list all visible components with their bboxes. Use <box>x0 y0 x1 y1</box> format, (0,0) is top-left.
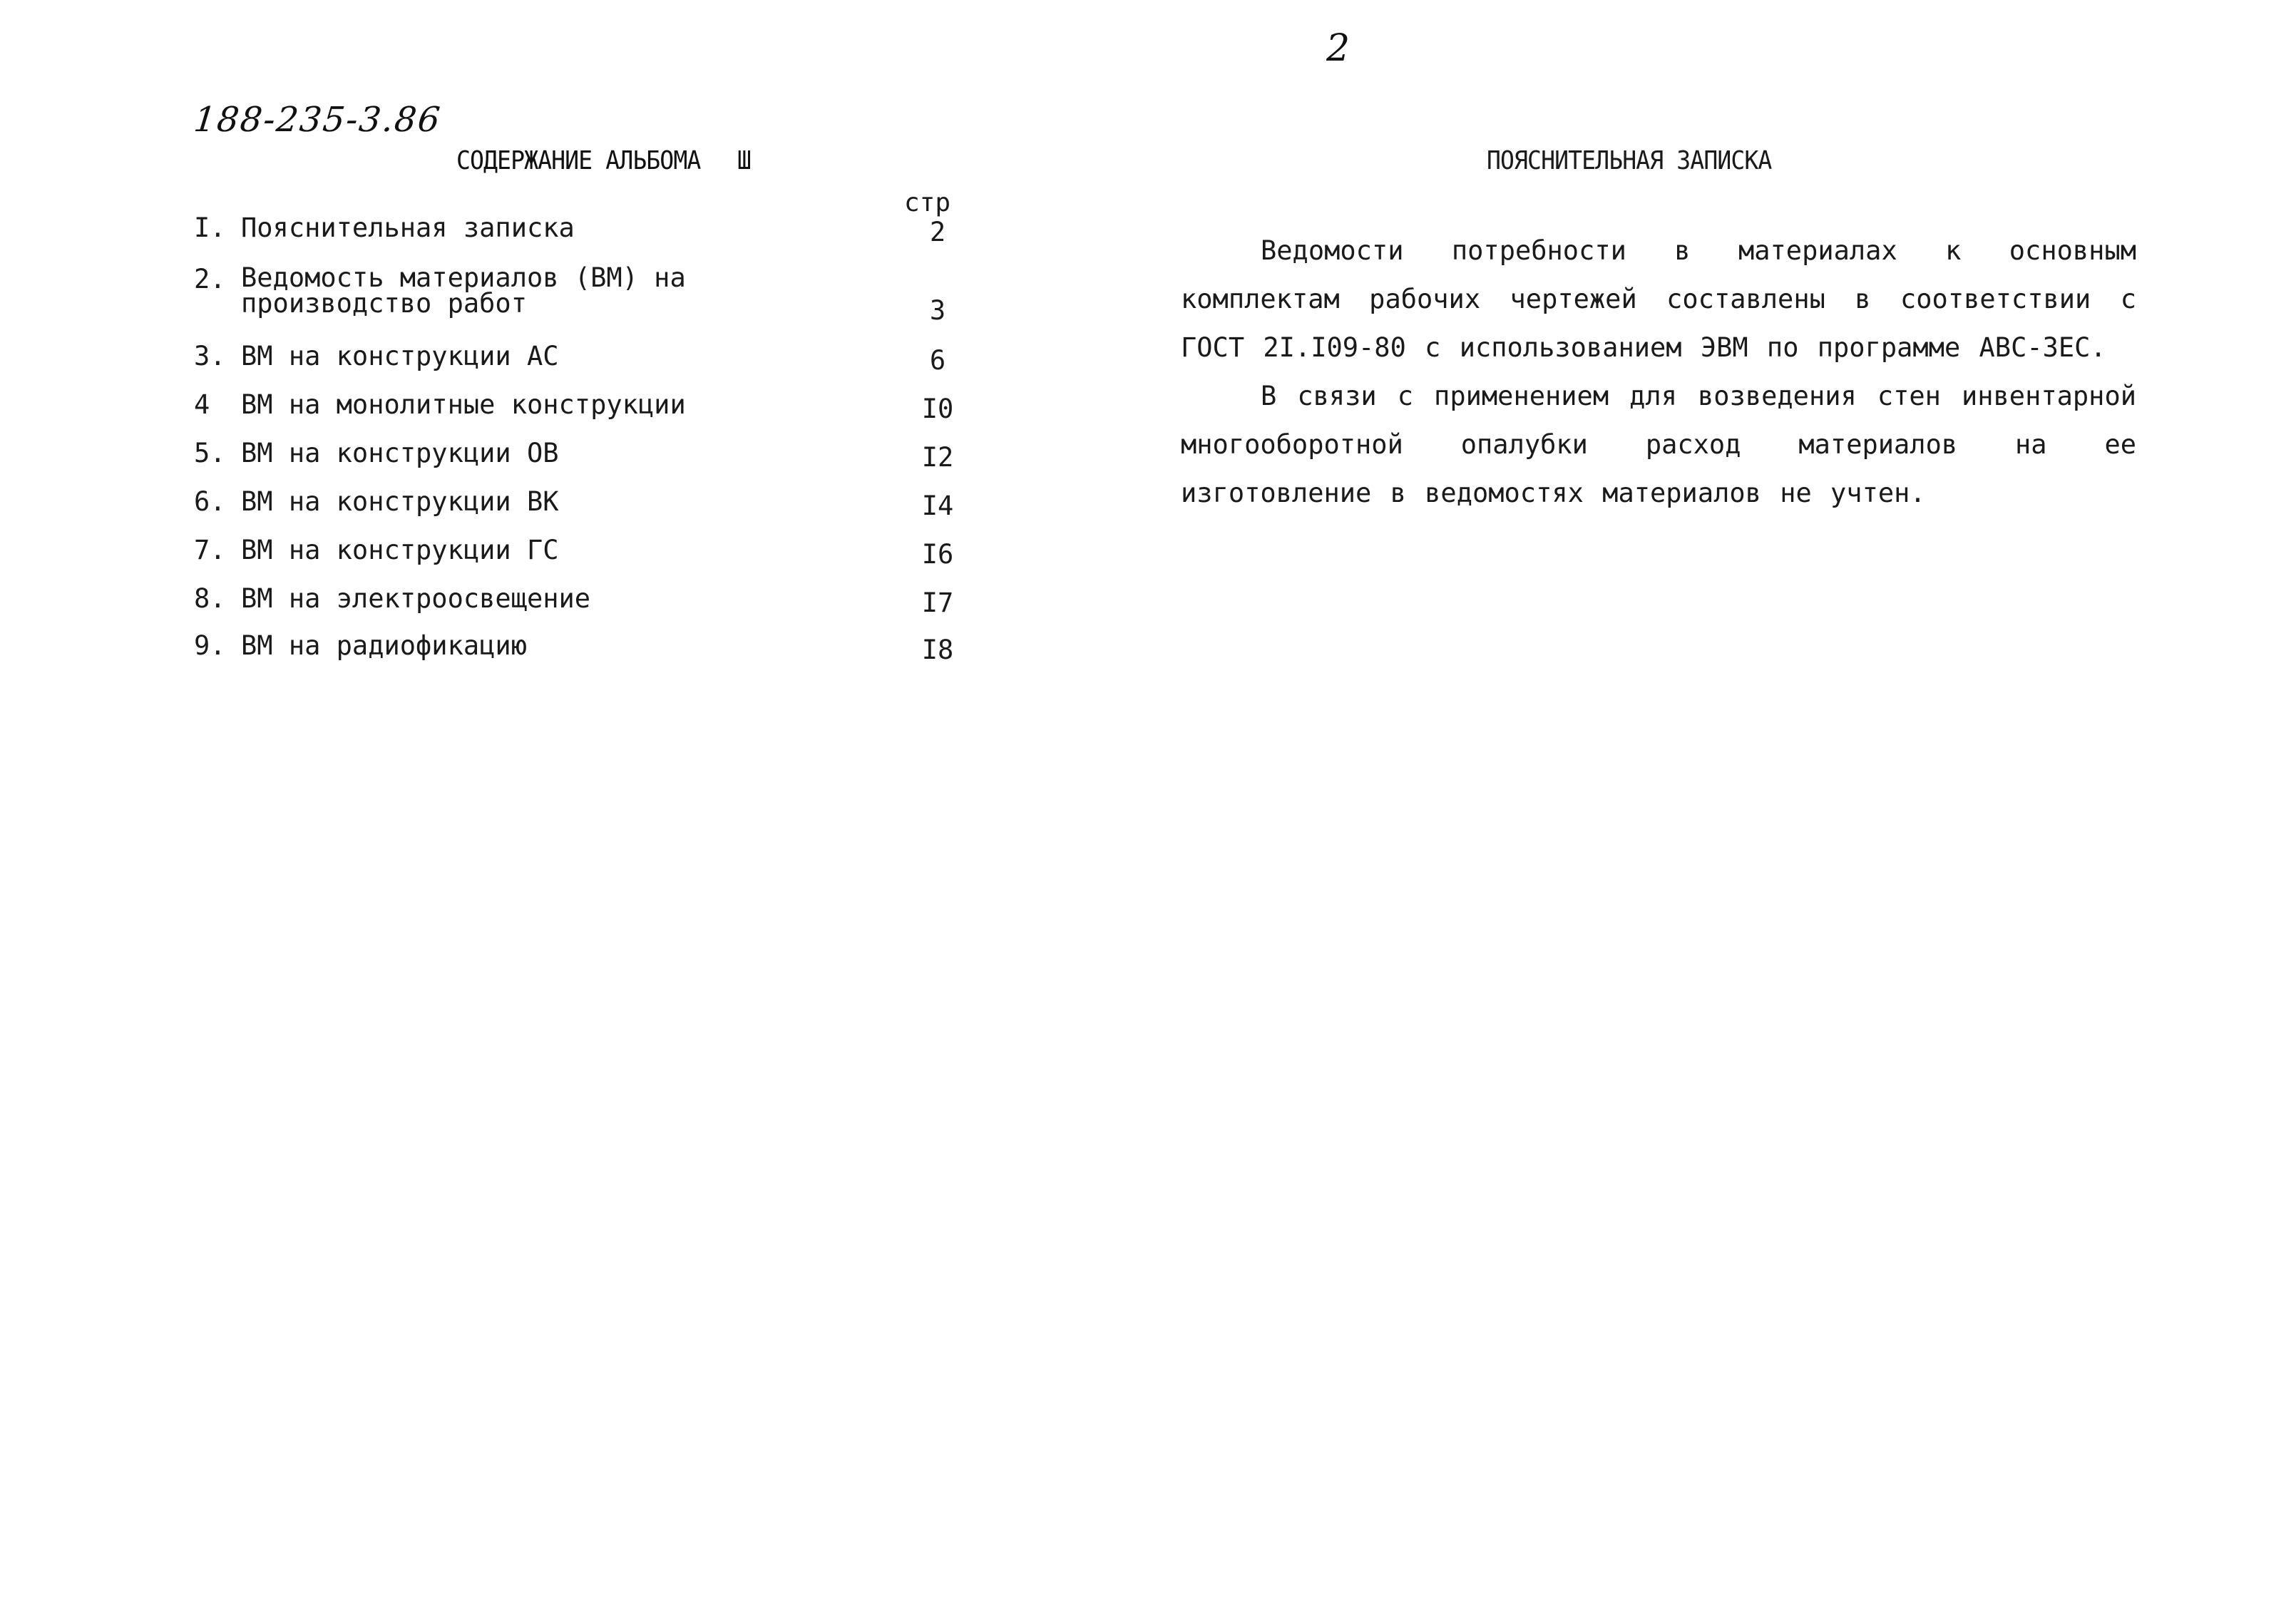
toc-row-number: 4 <box>194 389 210 420</box>
toc-row-text: Ведомость материалов (ВМ) на производство работ <box>241 262 686 319</box>
toc-row-number: 2. <box>194 264 226 294</box>
toc-row-number: 7. <box>194 535 226 565</box>
toc-row-page: I7 <box>921 587 954 618</box>
toc-row-text: ВМ на радиофикацию <box>241 630 527 661</box>
toc-row-text: ВМ на конструкции ВК <box>241 486 559 517</box>
toc-row-page: I6 <box>921 539 954 570</box>
toc-row-text: ВМ на монолитные конструкции <box>241 389 686 420</box>
toc-row-page: 6 <box>929 345 946 376</box>
toc-row-number: 3. <box>194 341 226 371</box>
page-number: 2 <box>1326 27 1351 70</box>
toc-row-number: 8. <box>194 583 226 614</box>
toc-row-text: ВМ на электроосвещение <box>241 583 591 614</box>
toc-row-number: 9. <box>194 630 226 661</box>
toc-row-text: Пояснительная записка <box>241 212 575 243</box>
toc-row-text: ВМ на конструкции ОВ <box>241 438 559 468</box>
note-paragraph: Ведомости потребности в материалах к основным комплектам рабочих чертежей составлены в соответствии с ГОСТ 2I.I09-80 с использованием ЭВМ по программе АВС-ЗЕС. <box>1181 235 2136 363</box>
note-body <box>1181 227 2136 518</box>
toc-title-text: СОДЕРЖАНИЕ АЛЬБОМА <box>456 146 701 175</box>
toc-row-text: ВМ на конструкции ГС <box>241 535 559 565</box>
toc-row-number: 6. <box>194 486 226 517</box>
album-number: Ш <box>737 146 751 175</box>
toc-row-page: I4 <box>921 491 954 521</box>
toc-row-number: 5. <box>194 438 226 468</box>
note-title: ПОЯСНИТЕЛЬНАЯ ЗАПИСКА <box>1487 146 1772 175</box>
toc-row-page: I2 <box>921 442 954 473</box>
toc-row-page: I8 <box>921 635 954 665</box>
doc-code: 188-235-3.86 <box>192 100 444 140</box>
toc-row-text: ВМ на конструкции АС <box>241 341 559 371</box>
toc-page-header: стр <box>904 188 951 217</box>
toc-title <box>456 146 751 175</box>
toc-row-page: 2 <box>929 217 946 247</box>
note-paragraph: В связи с применением для возведения стен инвентарной многооборотной опалубки расход материалов на ее изготовление в ведомостях материалов не учтен. <box>1181 381 2136 508</box>
toc-row-page: I0 <box>921 394 954 424</box>
toc-row-page: 3 <box>929 295 946 326</box>
toc-row-number: I. <box>194 212 226 243</box>
